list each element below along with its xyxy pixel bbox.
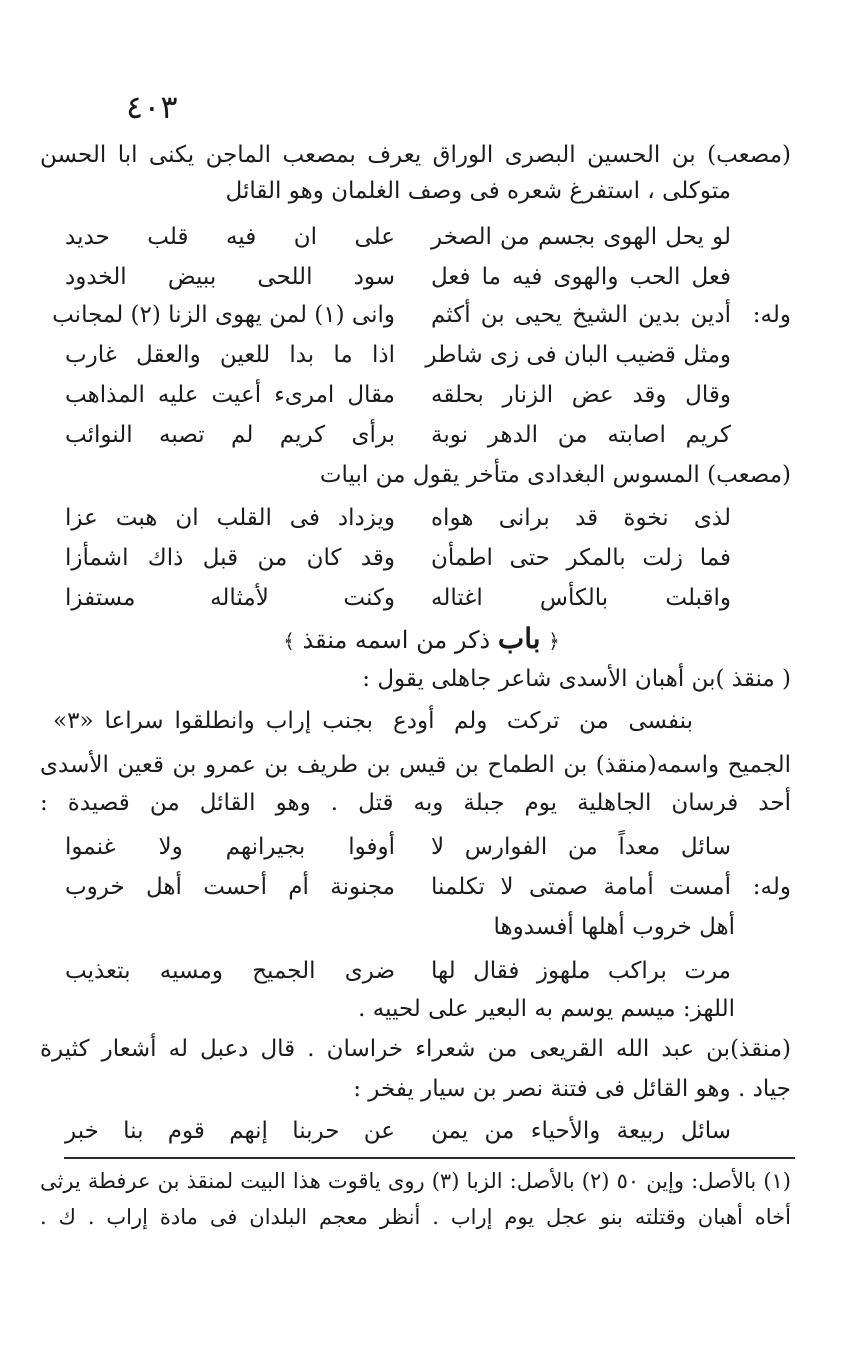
hemistich-first: أدين بدين الشيخ يحيى بن أكثم — [431, 302, 731, 328]
hemistich-first: فعل الحب والهوى فيه ما فعل — [431, 264, 731, 290]
hemistich-second: عن حربنا إنهم قوم بنا خبر — [65, 1118, 395, 1144]
hemistich-second: أوفوا بجيرانهم ولا غنموا — [65, 834, 395, 860]
hemistich-second: برأى كريم لم تصبه النوائب — [65, 422, 395, 448]
hemistich-second: وانى (١) لمن يهوى الزنا (٢) لمجانب — [52, 302, 395, 328]
hemistich-first: واقبلت بالكأس اغتاله — [431, 585, 731, 611]
footnote-rule — [64, 1157, 795, 1159]
hemistich-second: مجنونة أم أحست أهل خروب — [65, 874, 395, 900]
heading-bab: باب — [497, 622, 541, 655]
page-number: ٤٠٣ — [126, 88, 178, 126]
ornament-right: ﴿ — [548, 629, 560, 653]
entry-mosab-ibn-husain-line2: متوكلى ، استفرغ شعره فى وصف الغلمان وهو القائل — [225, 178, 731, 204]
entry-mosab-ibn-husain-line1: (مصعب) بن الحسين البصرى الوراق يعرف بمصعب الماجن يكنى ابا الحسن — [40, 142, 791, 168]
hemistich-first: فما زلت بالمكر حتى اطمأن — [431, 545, 731, 571]
hemistich-first: لذى نخوة قد برانى هواه — [431, 505, 731, 531]
hemistich-first: كريم اصابته من الدهر نوبة — [431, 422, 731, 448]
entry-mosab-almasus: (مصعب) المسوس البغدادى متأخر يقول من ابيات — [319, 462, 791, 488]
heading-title: ذكر من اسمه منقذ — [302, 626, 491, 654]
hemistich-first: ومثل قضيب البان فى زى شاطر — [425, 342, 731, 368]
hemistich-first: سائل ربيعة والأحياء من يمن — [431, 1118, 731, 1144]
entry-jumaih-line2: أحد فرسان الجاهلية يوم جبلة وبه قتل . وهو القائل من قصيدة : — [40, 790, 791, 816]
section-heading — [0, 624, 843, 656]
entry-munqidh-ibn-abdallah-line2: جياد . وهو القائل فى فتنة نصر بن سيار يفخر : — [353, 1076, 791, 1102]
ornament-left: ﴾ — [283, 629, 295, 653]
hemistich-second: على ان فيه قلب حديد — [65, 224, 395, 250]
hemistich-second: ويزداد فى القلب ان هبت عزا — [65, 505, 395, 531]
entry-jumaih-line1: الجميح واسمه(منقذ) بن الطماح بن قيس بن طريف بن عمرو بن قعين الأسدى — [40, 752, 791, 778]
hemistich-first: وقال وقد عض الزنار بحلقه — [431, 382, 731, 408]
entry-munqidh-ibn-abdallah-line1: (منقذ)بن عبد الله القريعى من شعراء خراسان . قال دعبل له أشعار كثيرة — [40, 1036, 791, 1062]
footnote-line2: أخاه أهبان وقتلته بنو عجل يوم إراب . أنظر معجم البلدان فى مادة إراب . ك . — [40, 1205, 791, 1229]
hemistich-second: مقال امرىء أعيت عليه المذاهب — [65, 382, 395, 408]
hemistich-second: وقد كان من قبل ذاك اشمأزا — [65, 545, 395, 571]
footnote-line1: (١) بالأصل: وإين ٥٠ (٢) بالأصل: الزبا (٣) روى ياقوت هذا البيت لمنقذ بن عرفطة يرثى — [40, 1169, 791, 1193]
hemistich-first: بنفسى من تركت ولم أودع — [393, 708, 693, 734]
hemistich-second: اذا ما بدا للعين والعقل غارب — [65, 342, 395, 368]
hemistich-second: سود اللحى ببيض الخدود — [65, 264, 395, 290]
hemistich-second: وكنت لأمثاله مستفزا — [65, 585, 395, 611]
verse-label: وله: — [752, 302, 791, 328]
hemistich-second: بجنب إراب وانطلقوا سراعا «٣» — [53, 708, 373, 734]
hemistich-first: سائل معداً من الفوارس لا — [431, 834, 731, 860]
gloss-allahz: اللهز: ميسم يوسم به البعير على لحييه . — [358, 996, 735, 1022]
hemistich-second: ضرى الجميح ومسيه بتعذيب — [65, 958, 395, 984]
hemistich-first: أمست أمامة صمتى لا تكلمنا — [431, 874, 731, 900]
hemistich-first: لو يحل الهوى بجسم من الصخر — [431, 224, 731, 250]
hemistich-first: مرت براكب ملهوز فقال لها — [431, 958, 731, 984]
verse-label: وله: — [752, 874, 791, 900]
verse-continuation: أهل خروب أهلها أفسدوها — [493, 914, 735, 940]
entry-munqidh-ibn-ahban: ( منقذ )بن أهبان الأسدى شاعر جاهلى يقول : — [362, 666, 791, 692]
